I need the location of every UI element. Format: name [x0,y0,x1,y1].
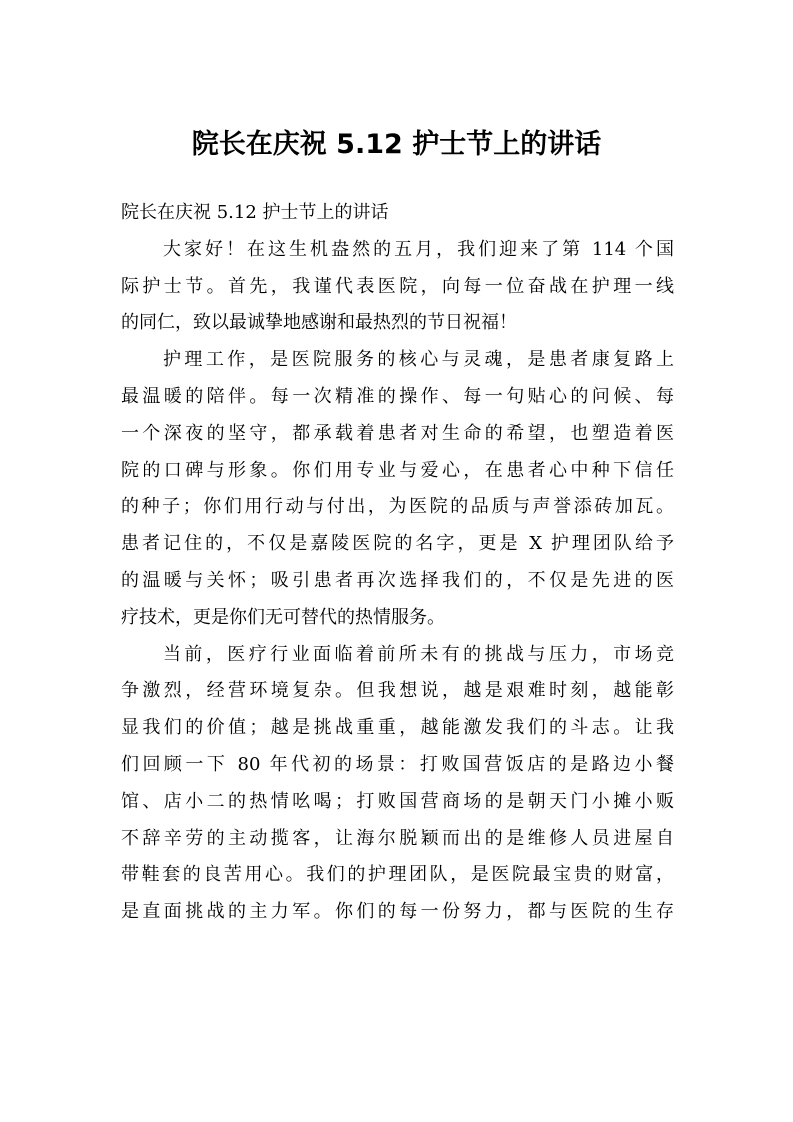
body-line: 护理工作，是医院服务的核心与灵魂，是患者康复路上 [163,349,674,371]
body-line: 显我们的价值；越是挑战重重，越能激发我们的斗志。让我 [121,717,674,739]
document-title: 院长在庆祝 5.12 护士节上的讲话 [191,129,602,160]
body-line: 大家好！在这生机盎然的五月，我们迎来了第 114 个国 [163,238,674,260]
body-line: 们回顾一下 80 年代初的场景：打败国营饭店的是路边小餐 [121,753,674,775]
body-line: 当前，医疗行业面临着前所未有的挑战与压力，市场竞 [163,643,674,665]
body-line: 的种子；你们用行动与付出，为医院的品质与声誉添砖加瓦。 [121,496,674,518]
body-line: 争激烈，经营环境复杂。但我想说，越是艰难时刻，越能彰 [121,680,674,702]
body-line: 一个深夜的坚守，都承载着患者对生命的希望，也塑造着医 [121,422,674,444]
body-line: 最温暖的陪伴。每一次精准的操作、每一句贴心的问候、每 [121,385,674,407]
document-body [121,195,674,931]
body-line: 是直面挑战的主力军。你们的每一份努力，都与医院的生存 [121,901,674,923]
body-line: 院的口碑与形象。你们用专业与爱心，在患者心中种下信任 [121,459,674,481]
body-line: 带鞋套的良苦用心。我们的护理团队，是医院最宝贵的财富， [121,864,674,886]
body-line: 际护士节。首先，我谨代表医院，向每一位奋战在护理一线 [121,275,674,297]
body-line: 的同仁，致以最诚挚地感谢和最热烈的节日祝福！ [121,312,517,334]
body-line: 馆、店小二的热情吆喝；打败国营商场的是朝天门小摊小贩 [121,790,674,812]
body-line: 患者记住的，不仅是嘉陵医院的名字，更是 X 护理团队给予 [121,533,674,555]
body-line: 的温暖与关怀；吸引患者再次选择我们的，不仅是先进的医 [121,569,674,591]
body-line: 院长在庆祝 5.12 护士节上的讲话 [121,202,389,223]
body-line: 不辞辛劳的主动揽客，让海尔脱颖而出的是维修人员进屋自 [121,827,674,849]
body-line: 疗技术，更是你们无可替代的热情服务。 [121,606,445,628]
